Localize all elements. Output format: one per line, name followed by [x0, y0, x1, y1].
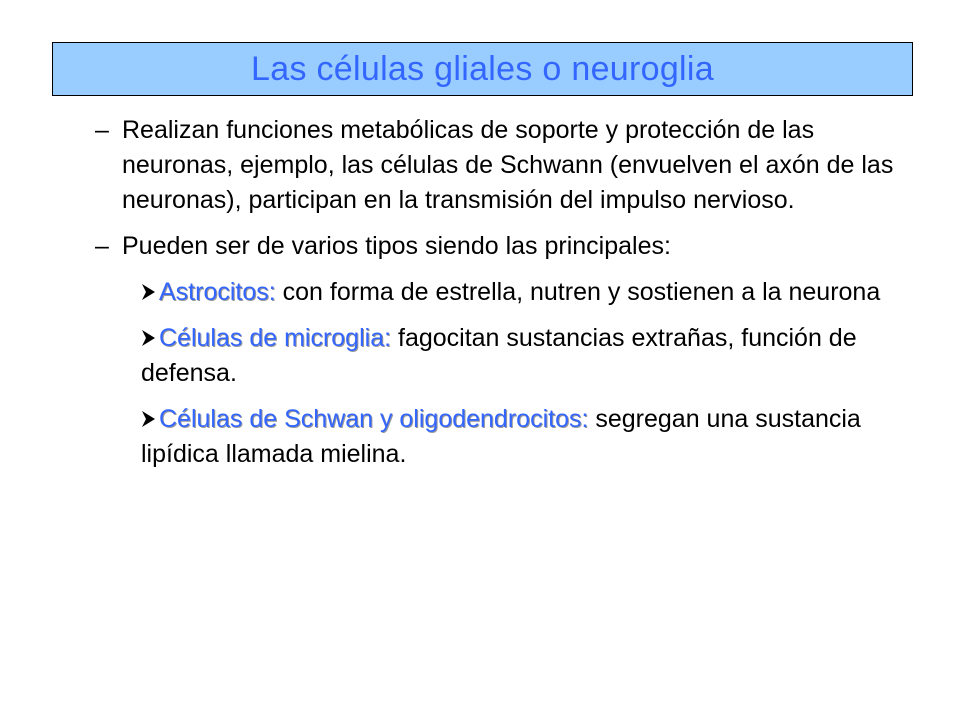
title-box — [52, 42, 913, 96]
sub-bullet-list — [141, 275, 915, 472]
sub-bullet-item — [141, 402, 915, 472]
sub-bullet-item — [141, 321, 915, 391]
bullet-item — [95, 229, 915, 264]
sub-bullet-term: Células de Schwan y oligodendrocitos: — [159, 405, 589, 433]
dash-marker: – — [95, 116, 109, 144]
sub-bullet-term: Astrocitos: — [159, 278, 276, 306]
bullet-item — [95, 113, 915, 218]
sub-bullet-text: con forma de estrella, nutren y sostienen a la neurona — [275, 278, 881, 306]
sub-bullet-item — [141, 275, 915, 310]
slide-content — [95, 113, 915, 483]
bullet-text: Pueden ser de varios tipos siendo las principales: — [122, 232, 671, 260]
arrow-bullet-icon — [141, 323, 157, 343]
sub-bullet-text: fagocitan sustancias extrañas, función de defensa. — [141, 324, 857, 387]
bullet-text: Realizan funciones metabólicas de soporte y protección de las neuronas, ejemplo, las células de Schwann (envuelven el axón de las neuronas), participan en la transmisión del impulso nervioso. — [122, 116, 894, 214]
sub-bullet-term: Células de microglia: — [159, 324, 392, 352]
slide-title: Las células gliales o neuroglia — [251, 49, 714, 88]
arrow-bullet-icon — [141, 404, 157, 424]
sub-bullet-text: segregan una sustancia lipídica llamada mielina. — [141, 405, 861, 468]
dash-marker: – — [95, 232, 109, 260]
arrow-bullet-icon — [141, 277, 157, 297]
